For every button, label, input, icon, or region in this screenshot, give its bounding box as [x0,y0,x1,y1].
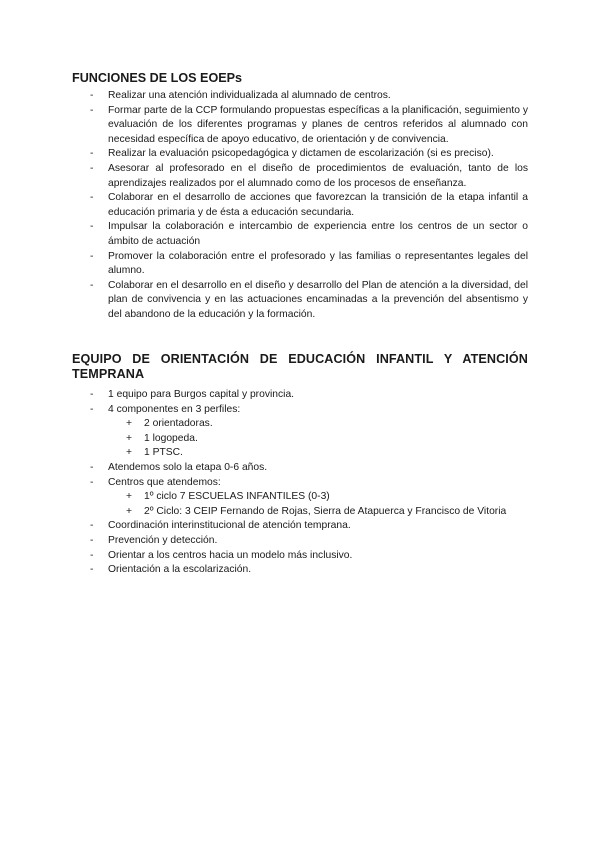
dash-marker: - [90,520,94,532]
list-item [72,534,528,549]
list-item-text: 1 equipo para Burgos capital y provincia. [108,389,295,400]
list-item [72,250,528,279]
section-funciones [72,71,528,323]
list-item-text: Impulsar la colaboración e intercambio de experiencia entre los centros de un sector o ámbito de actuación [108,221,528,247]
funciones-list [72,89,528,323]
sublist-item-text: 1 PTSC. [144,447,183,459]
dash-marker: - [90,279,94,291]
list-item-text: Promover la colaboración entre el profesorado y las familias o representantes legales del alumno. [108,250,528,277]
dash-marker: - [90,534,94,546]
sublist-item-text: 1º ciclo 7 ESCUELAS INFANTILES (0-3) [144,491,330,503]
list-item-text: 4 componentes en 3 perfiles: [108,403,241,415]
list-item-text: Atendemos solo la etapa 0-6 años. [108,461,268,473]
sublist-item [72,432,528,447]
centers-sublist-container [72,490,528,519]
list-item-text: Orientación a la escolarización. [108,564,252,576]
dash-marker: - [90,461,94,473]
dash-marker: - [90,104,94,116]
list-item [72,388,528,403]
list-item [72,549,528,564]
plus-marker: + [126,505,133,517]
sublist-item [72,446,528,461]
list-item-text: Centros que atendemos: [108,476,221,488]
profiles-sublist [72,417,528,461]
list-item-text: Coordinación interinstitucional de atención temprana. [108,520,351,532]
list-item [72,279,528,323]
section-title-funciones: FUNCIONES DE LOS EOEPs [72,71,243,85]
list-item [72,89,528,104]
dash-marker: - [90,192,94,204]
section-equipo [72,352,528,578]
sublist-item [72,490,528,505]
list-item-text: Colaborar en el desarrollo en el diseño y desarrollo del Plan de atención a la diversidad, del plan de convivencia y en las actuaciones encaminadas a la prevención del absentismo y del abandono de la educación y la formación. [108,279,528,320]
sublist-item [72,417,528,432]
list-item [72,104,528,148]
list-item-text: Realizar una atención individualizada al alumnado de centros. [108,90,391,101]
plus-marker: + [126,432,133,444]
section-title-equipo: EQUIPO DE ORIENTACIÓN DE EDUCACIÓN INFANTIL Y ATENCIÓN TEMPRANA [72,352,528,381]
dash-marker: - [90,148,94,160]
list-item [72,162,528,191]
equipo-list [72,388,528,578]
list-item-text: Prevención y detección. [108,534,218,546]
dash-marker: - [90,549,94,561]
profiles-sublist-container [72,417,528,461]
dash-marker: - [90,250,94,262]
list-item [72,147,528,162]
plus-marker: + [126,447,133,459]
list-item-text: Realizar la evaluación psicopedagógica y dictamen de escolarización (si es preciso). [108,148,494,160]
list-item [72,220,528,249]
list-item-text: Formar parte de la CCP formulando propuestas específicas a la planificación, seguimiento y evaluación de los diferentes programas y planes de centros referidos al alumnado con necesidad específica de apoyo educativo, de orientación y de convivencia. [108,104,528,145]
list-item-text: Asesorar al profesorado en el diseño de procedimientos de evaluación, tanto de los aprendizajes realizados por el alumnado como de los procesos de enseñanza. [108,162,528,189]
list-item-text: Colaborar en el desarrollo de acciones que favorezcan la transición de la etapa infantil a educación primaria y de ésta a educación secundaria. [108,192,528,218]
list-item [72,403,528,418]
dash-marker: - [90,162,94,174]
list-item [72,191,528,220]
sublist-item-text: 2 orientadoras. [144,418,213,430]
centers-sublist [72,490,528,519]
dash-marker: - [90,564,94,576]
plus-marker: + [126,418,133,430]
sublist-item-text: 1 logopeda. [144,432,198,444]
sublist-item [72,505,528,520]
dash-marker: - [90,221,94,233]
list-item [72,476,528,491]
plus-marker: + [126,491,133,503]
dash-marker: - [90,90,94,101]
dash-marker: - [90,476,94,488]
list-item [72,461,528,476]
list-item [72,519,528,534]
sublist-item-text: 2º Ciclo: 3 CEIP Fernando de Rojas, Sierra de Atapuerca y Francisco de Vitoria [144,505,507,517]
dash-marker: - [90,403,94,415]
list-item [72,563,528,578]
list-item-text: Orientar a los centros hacia un modelo más inclusivo. [108,549,353,561]
dash-marker: - [90,389,94,400]
